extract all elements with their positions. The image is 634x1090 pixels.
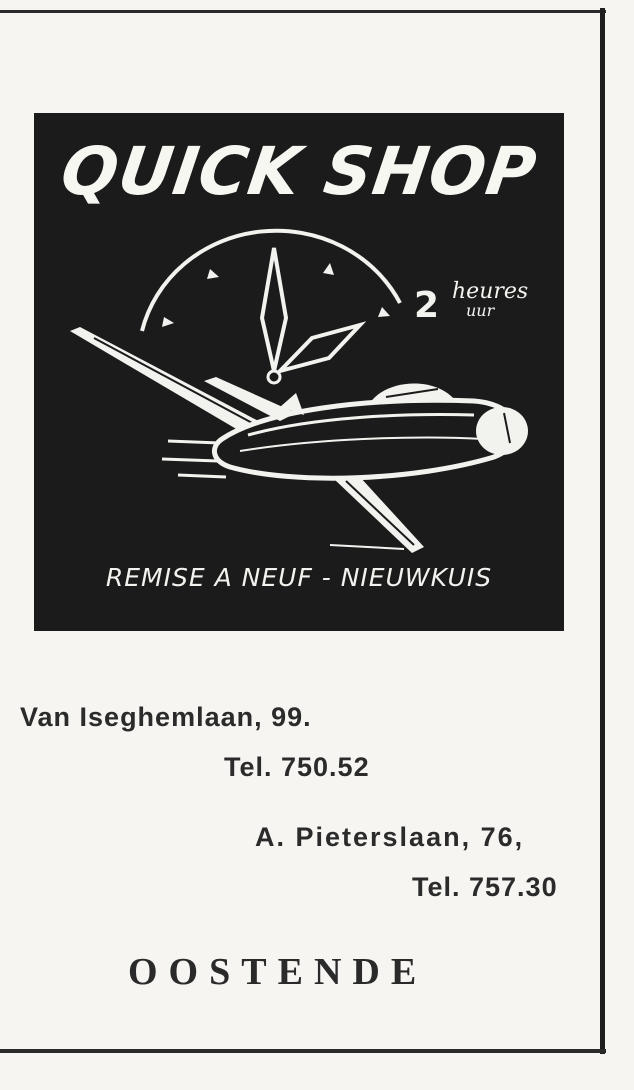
ad-title: QUICK SHOP	[56, 133, 542, 210]
frame-border-top	[0, 10, 606, 13]
hours-label-fr: heures	[452, 279, 529, 304]
frame-border-right	[600, 8, 605, 1054]
address-tel-1: Tel. 750.52	[224, 752, 370, 782]
ad-panel	[34, 113, 564, 631]
address-street-1: Van Iseghemlaan, 99.	[20, 702, 312, 732]
frame-border-bottom	[0, 1049, 606, 1053]
illustration	[34, 113, 564, 631]
address-street-2: A. Pieterslaan, 76,	[255, 822, 525, 852]
clock-icon	[142, 231, 400, 383]
hours-number: 2	[414, 285, 440, 326]
hours-label-nl: uur	[466, 301, 495, 320]
ad-tagline: REMISE A NEUF - NIEUWKUIS	[105, 563, 493, 592]
address-tel-2: Tel. 757.30	[412, 872, 558, 902]
city-name: OOSTENDE	[128, 951, 428, 993]
